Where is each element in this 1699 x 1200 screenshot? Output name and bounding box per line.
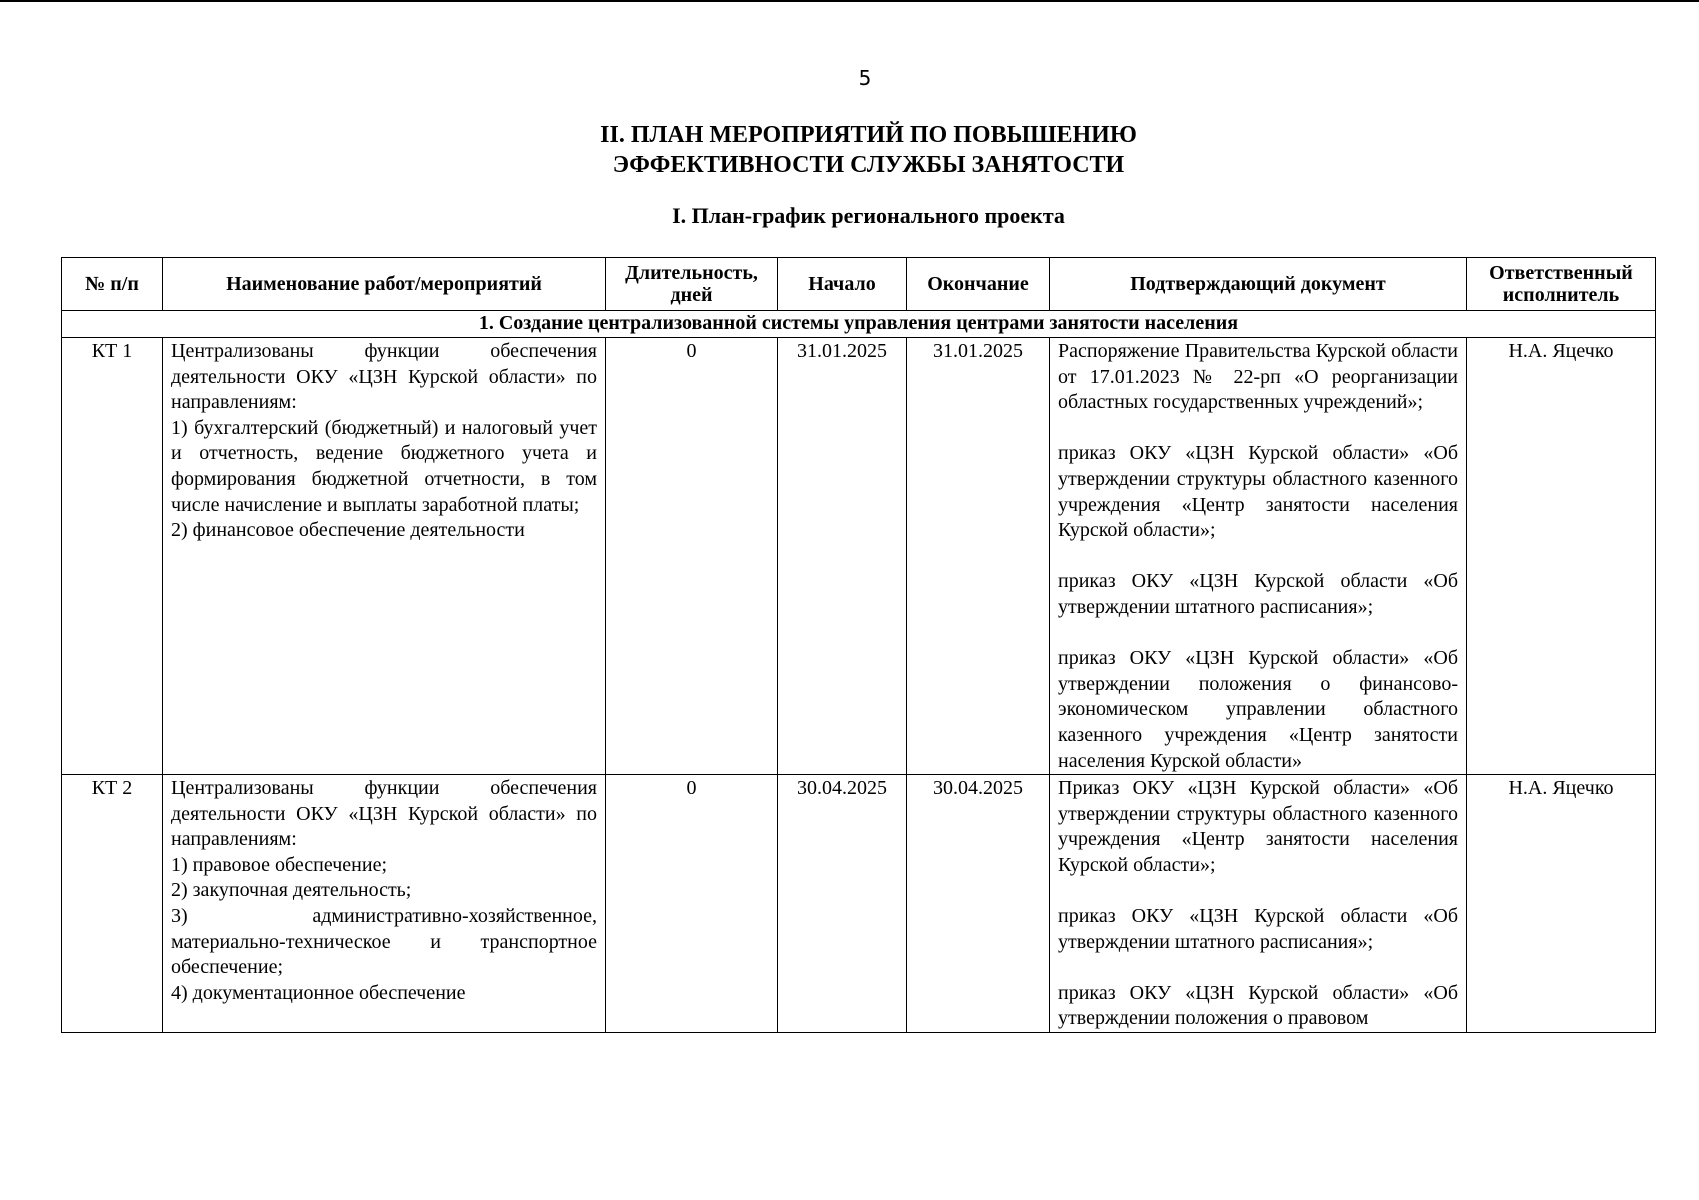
- header-num: № п/п: [62, 258, 163, 311]
- row-name-item: 1) правовое обеспечение;: [171, 853, 387, 876]
- row-num: КТ 2: [91, 777, 133, 800]
- doc-spacer: [1058, 416, 1458, 442]
- section-row: [62, 311, 1656, 338]
- row-doc: приказ ОКУ «ЦЗН Курской области» «Об утверждении положения о правовом: [1058, 981, 1458, 1030]
- table-row: [62, 338, 1656, 775]
- row-start-cell: [778, 775, 907, 1033]
- row-name-intro: Централизованы функции обеспечения деятельности ОКУ «ЦЗН Курской области» по направлениям:: [171, 340, 597, 414]
- row-start-date: 30.04.2025: [797, 777, 887, 800]
- row-end-date: 30.04.2025: [933, 777, 1023, 800]
- row-end-date: 31.01.2025: [933, 340, 1023, 362]
- row-name: [163, 338, 605, 544]
- table-title: I. План-график регионального проекта: [672, 203, 1065, 228]
- doc-spacer: [1058, 621, 1458, 647]
- page-number: 5: [858, 66, 872, 90]
- header-duration: Длительность, дней: [606, 258, 778, 311]
- row-doc: приказ ОКУ «ЦЗН Курской области «Об утверждении штатного расписания»;: [1058, 570, 1458, 618]
- row-responsible-cell: [1467, 338, 1656, 775]
- row-duration-cell: [606, 338, 778, 775]
- section-title: 1. Создание централизованной системы управления центрами занятости населения: [62, 311, 1656, 338]
- row-doc: Распоряжение Правительства Курской области от 17.01.2023 № 22-рп «О реорганизации областных государственных учреждений»;: [1058, 340, 1458, 414]
- scan-top-border: [0, 0, 1699, 2]
- row-name-item: 3) административно-хозяйственное, материально-техническое и транспортное обеспечение;: [171, 905, 597, 979]
- row-doc: приказ ОКУ «ЦЗН Курской области «Об утверждении штатного расписания»;: [1058, 905, 1458, 953]
- row-docs: [1050, 775, 1466, 1032]
- row-name-intro: Централизованы функции обеспечения деятельности ОКУ «ЦЗН Курской области» по направлениям:: [171, 777, 597, 851]
- row-responsible: Н.А. Яцечко: [1508, 340, 1614, 362]
- section-heading-line-2: ЭФФЕКТИВНОСТИ СЛУЖБЫ ЗАНЯТОСТИ: [612, 152, 1125, 178]
- row-docs-cell: [1050, 338, 1467, 775]
- row-name-item: 1) бухгалтерский (бюджетный) и налоговый учет и отчетность, ведение бюджетного учета и формирования бюджетной отчетности, в том числе начисление и выплаты заработной платы;: [171, 416, 597, 516]
- row-doc: Приказ ОКУ «ЦЗН Курской области» «Об утверждении структуры областного казенного учреждения «Центр занятости населения Курской области»;: [1058, 777, 1458, 876]
- row-name-item: 4) документационное обеспечение: [171, 981, 466, 1004]
- row-duration: 0: [686, 340, 697, 362]
- row-end-cell: [907, 338, 1050, 775]
- row-start-date: 31.01.2025: [797, 340, 887, 362]
- header-start: Начало: [778, 258, 907, 311]
- row-docs-cell: [1050, 775, 1467, 1033]
- row-responsible-cell: [1467, 775, 1656, 1033]
- row-name-cell: [163, 775, 606, 1033]
- header-end: Окончание: [907, 258, 1050, 311]
- row-responsible: Н.А. Яцечко: [1508, 777, 1614, 800]
- header-doc: Подтверждающий документ: [1050, 258, 1467, 311]
- row-name: [163, 775, 605, 1006]
- section-heading-line-1: II. ПЛАН МЕРОПРИЯТИЙ ПО ПОВЫШЕНИЮ: [600, 122, 1137, 148]
- header-name: Наименование работ/мероприятий: [163, 258, 606, 311]
- row-doc: приказ ОКУ «ЦЗН Курской области» «Об утверждении структуры областного казенного учреждения «Центр занятости населения Курской области»;: [1058, 442, 1458, 542]
- row-name-cell: [163, 338, 606, 775]
- row-start-cell: [778, 338, 907, 775]
- doc-spacer: [1058, 878, 1458, 904]
- plan-schedule-table: [61, 257, 1656, 1033]
- table-header-row: [62, 258, 1656, 311]
- row-num-cell: [62, 775, 163, 1033]
- row-doc: приказ ОКУ «ЦЗН Курской области» «Об утверждении положения о финансово-экономическом управлении областного казенного учреждения «Центр занятости населения Курской области»: [1058, 647, 1458, 772]
- section-heading: [0, 120, 1699, 180]
- row-name-item: 2) финансовое обеспечение деятельности: [171, 519, 525, 542]
- header-responsible: Ответственный исполнитель: [1467, 258, 1656, 311]
- row-duration: 0: [686, 777, 697, 800]
- table-row: [62, 775, 1656, 1033]
- row-docs: [1050, 338, 1466, 774]
- row-name-item: 2) закупочная деятельность;: [171, 879, 412, 902]
- row-num: КТ 1: [91, 340, 133, 362]
- doc-spacer: [1058, 544, 1458, 570]
- doc-spacer: [1058, 955, 1458, 981]
- row-end-cell: [907, 775, 1050, 1033]
- row-num-cell: [62, 338, 163, 775]
- row-duration-cell: [606, 775, 778, 1033]
